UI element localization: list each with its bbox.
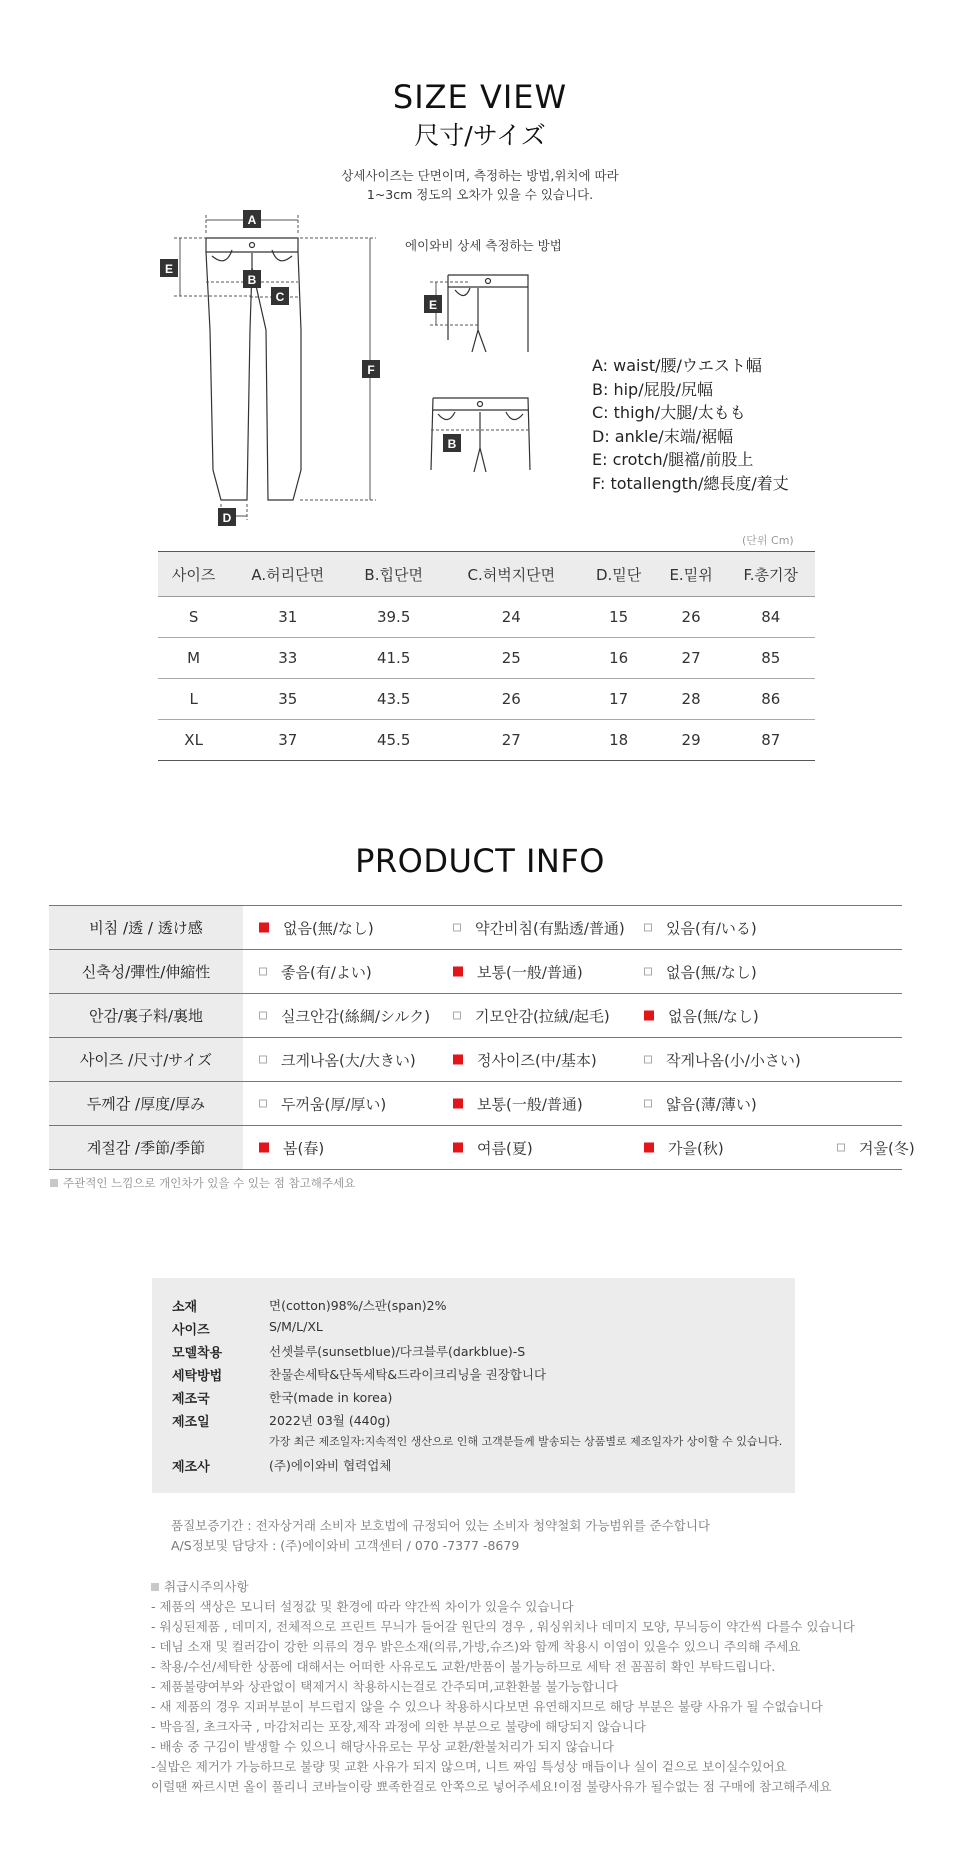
spec-key: 세탁방법 bbox=[172, 1369, 223, 1384]
attribute-label: 비침 /透 / 透け感 bbox=[49, 906, 243, 950]
spec-key: 제조국 bbox=[172, 1392, 210, 1407]
attribute-option bbox=[453, 961, 583, 982]
product-info-note bbox=[50, 1175, 355, 1191]
size-cell: 28 bbox=[656, 679, 727, 720]
size-col-header: D.밑단 bbox=[582, 552, 656, 597]
size-cell: 35 bbox=[229, 679, 346, 720]
attribute-option bbox=[453, 917, 625, 938]
care-note: - 데님 소재 및 컬러감이 강한 의류의 경우 밝은소재(의류,가방,슈즈)와 함께 착용시 이염이 있을수 있으니 주의해 주세요 bbox=[151, 1639, 801, 1654]
size-cell: 27 bbox=[656, 638, 727, 679]
spec-value: 찬물손세탁&단독세탁&드라이크리닝을 권장합니다 bbox=[269, 1367, 547, 1382]
spec-value: S/M/L/XL bbox=[269, 1319, 323, 1334]
size-note-line-1: 상세사이즈는 단면이며, 측정하는 방법,위치에 따라 bbox=[341, 168, 619, 183]
size-col-header: E.밑위 bbox=[656, 552, 727, 597]
care-note: - 새 제품의 경우 지퍼부분이 부드럽지 않을 수 있으나 착용하시다보면 유연해지므로 해당 부분은 불량 사유가 될 수없습니다 bbox=[151, 1699, 823, 1714]
product-info-table bbox=[49, 905, 915, 1170]
tag-b-label: B bbox=[247, 273, 257, 287]
size-cell: 25 bbox=[441, 638, 581, 679]
size-cell: 18 bbox=[582, 720, 656, 761]
spec-key: 사이즈 bbox=[172, 1323, 210, 1338]
attribute-options bbox=[243, 950, 902, 994]
care-note: - 제품의 색상은 모니터 설정값 및 환경에 따라 약간씩 차이가 있을수 있습니다 bbox=[151, 1599, 574, 1614]
option-text: 보통(一般/普通) bbox=[477, 963, 583, 981]
option-text: 여름(夏) bbox=[477, 1139, 533, 1157]
option-text: 크게나옴(大/大きい) bbox=[281, 1051, 416, 1069]
size-view-note bbox=[0, 166, 960, 204]
size-col-header: C.허벅지단면 bbox=[441, 552, 581, 597]
option-text: 정사이즈(中/基本) bbox=[477, 1051, 597, 1069]
size-cell: 43.5 bbox=[346, 679, 441, 720]
checked-box-icon bbox=[259, 923, 269, 933]
size-view-subtitle: 尺寸/サイズ bbox=[414, 121, 546, 150]
tag-b-detail-label: B bbox=[447, 437, 457, 451]
attribute-options bbox=[243, 1082, 902, 1126]
warranty-info bbox=[171, 1516, 710, 1556]
option-text: 기모안감(拉絨/起毛) bbox=[475, 1007, 610, 1025]
size-cell: 33 bbox=[229, 638, 346, 679]
table-row bbox=[49, 950, 902, 994]
attribute-option bbox=[259, 1049, 416, 1070]
checked-box-icon bbox=[453, 1055, 463, 1065]
attribute-label: 안감/裏子料/裏地 bbox=[49, 994, 243, 1038]
table-row bbox=[49, 1082, 902, 1126]
spec-key: 제조일 bbox=[172, 1415, 210, 1430]
warranty-line: 품질보증기간 : 전자상거래 소비자 보호법에 규정되어 있는 소비자 청약철회 가능범위를 준수합니다 bbox=[171, 1518, 711, 1533]
size-note-line-2: 1~3cm 정도의 오차가 있을 수 있습니다. bbox=[366, 187, 594, 202]
attribute-option bbox=[644, 917, 757, 938]
unchecked-box-icon bbox=[644, 1100, 652, 1108]
square-bullet-icon bbox=[50, 1179, 58, 1187]
option-text: 겨울(冬) bbox=[859, 1139, 915, 1157]
attribute-option bbox=[644, 1049, 801, 1070]
attribute-option bbox=[644, 1093, 757, 1114]
size-cell: XL bbox=[158, 720, 229, 761]
care-notes-title bbox=[151, 1577, 855, 1597]
size-cell: 84 bbox=[727, 597, 816, 638]
table-row bbox=[49, 1126, 902, 1170]
attribute-label: 계절감 /季節/季節 bbox=[49, 1126, 243, 1170]
attribute-option bbox=[259, 1093, 386, 1114]
care-note: -실밥은 제거가 가능하므로 불량 및 교환 사유가 되지 않으며, 니트 짜임 특성상 매듭이나 실이 겉으로 보이실수있어요 bbox=[151, 1759, 787, 1774]
option-text: 얇음(薄/薄い) bbox=[666, 1095, 757, 1113]
spec-key: 제조사 bbox=[172, 1460, 210, 1475]
attribute-option bbox=[644, 1137, 724, 1158]
attribute-option bbox=[837, 1137, 915, 1158]
product-info-title: PRODUCT INFO bbox=[355, 842, 605, 880]
attribute-label: 사이즈 /尺寸/サイズ bbox=[49, 1038, 243, 1082]
attribute-options bbox=[243, 994, 902, 1038]
attribute-option bbox=[453, 1093, 583, 1114]
attribute-options bbox=[243, 1126, 915, 1170]
size-cell: 26 bbox=[441, 679, 581, 720]
square-bullet-icon bbox=[151, 1583, 159, 1591]
legend-c: C: thigh/大腿/太もも bbox=[592, 403, 746, 422]
spec-value: (주)에이와비 협력업체 bbox=[269, 1458, 392, 1473]
attribute-options bbox=[243, 906, 902, 950]
spec-date-note: 가장 최근 제조일자:지속적인 생산으로 인해 고객분들께 발송되는 상품별로 제조일자가 상이할 수 있습니다. bbox=[269, 1435, 783, 1448]
legend-a: A: waist/腰/ウエスト幅 bbox=[592, 356, 762, 375]
attribute-label: 신축성/彈性/伸縮性 bbox=[49, 950, 243, 994]
care-notes-title-text: 취급시주의사항 bbox=[164, 1579, 249, 1594]
tag-f-label: F bbox=[367, 363, 375, 377]
care-note: - 워싱된제품 , 데미지, 전체적으로 프린트 무늬가 들어갈 원단의 경우 , 워싱위치나 데미지 모양, 무늬등이 약간씩 다를수 있습니다 bbox=[151, 1619, 855, 1634]
care-note: - 착용/수선/세탁한 상품에 대해서는 어떠한 사유로도 교환/반품이 불가능하므로 세탁 전 꼼꼼히 확인 부탁드립니다. bbox=[151, 1659, 776, 1674]
option-text: 두꺼움(厚/厚い) bbox=[281, 1095, 387, 1113]
option-text: 없음(無/なし) bbox=[668, 1007, 759, 1025]
unchecked-box-icon bbox=[259, 968, 267, 976]
size-table bbox=[158, 551, 815, 761]
spec-key: 소재 bbox=[172, 1300, 198, 1315]
legend-f: F: totallength/總長度/着丈 bbox=[592, 473, 789, 493]
attribute-option bbox=[259, 917, 374, 938]
care-note: - 배송 중 구김이 발생할 수 있으니 해당사유로는 무상 교환/환불처리가 되지 않습니다 bbox=[151, 1739, 614, 1754]
option-text: 좋음(有/よい) bbox=[281, 963, 372, 981]
size-cell: 37 bbox=[229, 720, 346, 761]
size-col-header: B.힙단면 bbox=[346, 552, 441, 597]
table-row bbox=[158, 597, 815, 638]
attribute-option bbox=[259, 1137, 324, 1158]
size-cell: 29 bbox=[656, 720, 727, 761]
table-row bbox=[158, 720, 815, 761]
attribute-option bbox=[259, 1005, 430, 1026]
as-info-line: A/S정보및 담당자 : (주)에이와비 고객센터 / 070 -7377 -8679 bbox=[171, 1538, 520, 1553]
attribute-option bbox=[453, 1005, 610, 1026]
checked-box-icon bbox=[259, 1143, 269, 1153]
tag-e-detail-label: E bbox=[428, 298, 438, 312]
care-note: - 박음질, 초크자국 , 마감처리는 포장,제작 과정에 의한 부분으로 불량에 해당되지 않습니다 bbox=[151, 1719, 646, 1734]
option-text: 봄(春) bbox=[283, 1139, 325, 1157]
table-row bbox=[158, 638, 815, 679]
table-row bbox=[49, 906, 902, 950]
measure-method-caption: 에이와비 상세 측정하는 방법 bbox=[405, 238, 562, 253]
measurement-legend bbox=[592, 354, 789, 495]
table-row bbox=[49, 994, 902, 1038]
checked-box-icon bbox=[453, 1143, 463, 1153]
option-text: 가을(秋) bbox=[668, 1139, 724, 1157]
table-row bbox=[158, 679, 815, 720]
attribute-options bbox=[243, 1038, 902, 1082]
attribute-option bbox=[644, 961, 757, 982]
size-col-header: A.허리단면 bbox=[229, 552, 346, 597]
unchecked-box-icon bbox=[453, 1012, 461, 1020]
tag-d-label: D bbox=[222, 511, 232, 525]
unchecked-box-icon bbox=[644, 968, 652, 976]
spec-value: 면(cotton)98%/스판(span)2% bbox=[269, 1298, 447, 1313]
legend-d: D: ankle/末端/裾幅 bbox=[592, 426, 734, 446]
unchecked-box-icon bbox=[453, 924, 461, 932]
option-text: 있음(有/いる) bbox=[666, 919, 757, 937]
attribute-option bbox=[453, 1137, 533, 1158]
spec-value: 선셋블루(sunsetblue)/다크블루(darkblue)-S bbox=[269, 1344, 526, 1359]
option-text: 보통(一般/普通) bbox=[477, 1095, 583, 1113]
tag-c-label: C bbox=[275, 290, 285, 304]
unchecked-box-icon bbox=[259, 1056, 267, 1064]
option-text: 약간비침(有點透/普通) bbox=[475, 919, 625, 937]
size-view-title: SIZE VIEW bbox=[392, 78, 568, 116]
size-col-header: 사이즈 bbox=[158, 552, 229, 597]
unchecked-box-icon bbox=[644, 1056, 652, 1064]
size-cell: 87 bbox=[727, 720, 816, 761]
size-col-header: F.총기장 bbox=[727, 552, 816, 597]
attribute-option bbox=[259, 961, 372, 982]
size-cell: 39.5 bbox=[346, 597, 441, 638]
care-note: 이럴땐 짜르시면 올이 풀리니 코바늘이랑 뾰족한걸로 안쪽으로 넣어주세요!이점 불량사유가 될수없는 점 구매에 참고해주세요 bbox=[151, 1779, 832, 1794]
unchecked-box-icon bbox=[644, 924, 652, 932]
checked-box-icon bbox=[453, 1099, 463, 1109]
option-text: 없음(無/なし) bbox=[666, 963, 757, 981]
size-cell: 85 bbox=[727, 638, 816, 679]
option-text: 작게나옴(小/小さい) bbox=[666, 1051, 801, 1069]
checked-box-icon bbox=[644, 1143, 654, 1153]
size-cell: 45.5 bbox=[346, 720, 441, 761]
size-cell: 24 bbox=[441, 597, 581, 638]
option-text: 없음(無/なし) bbox=[283, 919, 374, 937]
unit-label: (단위 Cm) bbox=[742, 534, 794, 547]
size-cell: 16 bbox=[582, 638, 656, 679]
size-cell: 27 bbox=[441, 720, 581, 761]
spec-box bbox=[152, 1278, 795, 1493]
size-cell: M bbox=[158, 638, 229, 679]
care-notes bbox=[151, 1577, 855, 1797]
size-cell: 17 bbox=[582, 679, 656, 720]
unchecked-box-icon bbox=[837, 1144, 845, 1152]
care-note: - 제품불량여부와 상관없이 택제거시 착용하시는걸로 간주되며,교환환불 불가능합니다 bbox=[151, 1679, 619, 1694]
attribute-label: 두께감 /厚度/厚み bbox=[49, 1082, 243, 1126]
attribute-option bbox=[453, 1049, 597, 1070]
tag-e-label: E bbox=[164, 262, 174, 276]
size-cell: 86 bbox=[727, 679, 816, 720]
spec-key: 모델착용 bbox=[172, 1346, 223, 1361]
attribute-option bbox=[644, 1005, 759, 1026]
size-cell: S bbox=[158, 597, 229, 638]
checked-box-icon bbox=[453, 967, 463, 977]
size-cell: 26 bbox=[656, 597, 727, 638]
size-cell: L bbox=[158, 679, 229, 720]
spec-value: 2022년 03월 (440g) bbox=[269, 1413, 391, 1428]
tag-a-label: A bbox=[247, 213, 257, 227]
legend-b: B: hip/屁股/尻幅 bbox=[592, 379, 713, 399]
size-table-header bbox=[158, 552, 815, 597]
option-text: 실크안감(絲綢/シルク) bbox=[281, 1007, 431, 1025]
legend-e: E: crotch/腿襠/前股上 bbox=[592, 450, 754, 469]
table-row bbox=[49, 1038, 902, 1082]
unchecked-box-icon bbox=[259, 1100, 267, 1108]
size-cell: 15 bbox=[582, 597, 656, 638]
unchecked-box-icon bbox=[259, 1012, 267, 1020]
checked-box-icon bbox=[644, 1011, 654, 1021]
product-info-note-text: 주관적인 느낌으로 개인차가 있을 수 있는 점 참고해주세요 bbox=[63, 1176, 356, 1190]
spec-value: 한국(made in korea) bbox=[269, 1390, 393, 1405]
size-cell: 41.5 bbox=[346, 638, 441, 679]
size-cell: 31 bbox=[229, 597, 346, 638]
